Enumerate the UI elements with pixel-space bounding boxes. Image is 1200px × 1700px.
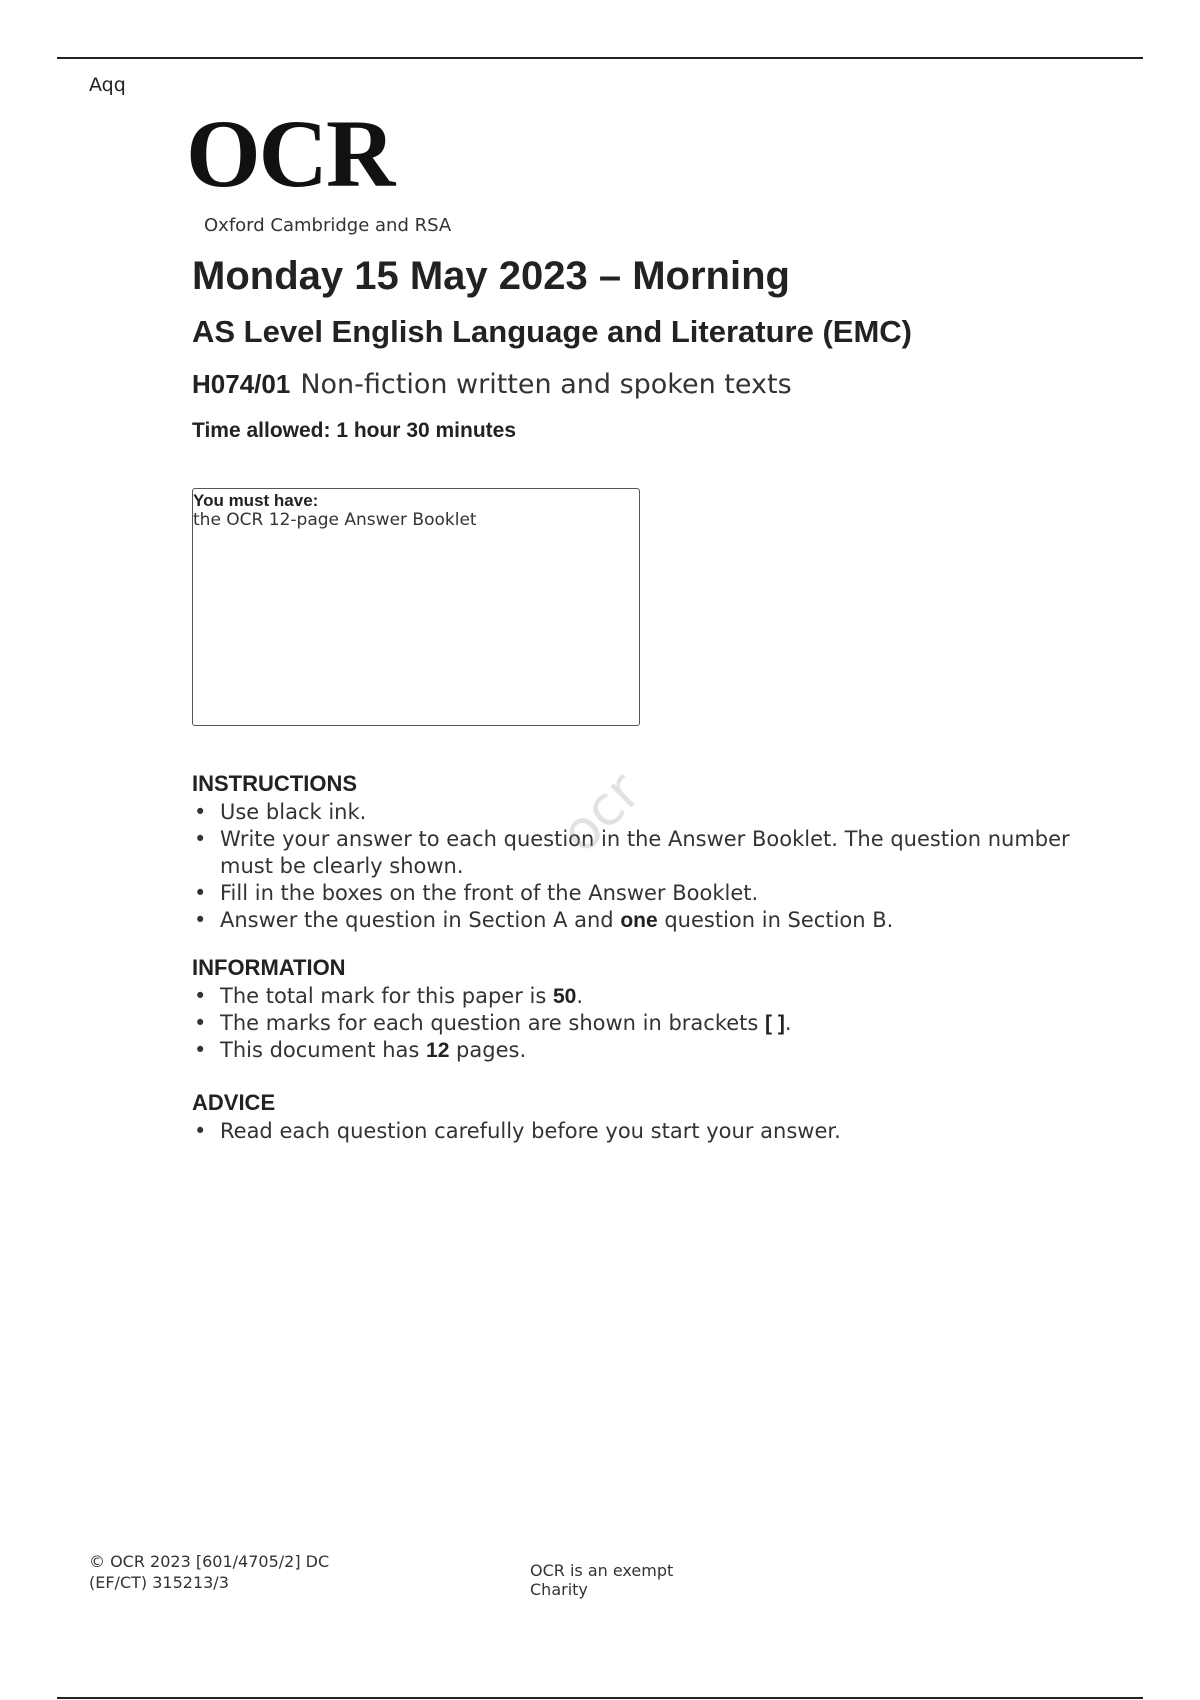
advice-section <box>192 1090 1072 1145</box>
information-text: This document has <box>220 1038 427 1062</box>
bullet-icon: • <box>194 881 207 905</box>
emphasis-text: [ ] <box>765 1012 785 1035</box>
must-have-item: the OCR 12-page Answer Booklet <box>193 510 477 530</box>
instruction-text: Answer the question in Section A and <box>220 908 621 932</box>
bullet-icon: • <box>194 1038 207 1062</box>
exam-subject: AS Level English Language and Literature (EMC) <box>192 314 912 349</box>
list-item <box>192 983 1072 1010</box>
footer-copyright <box>89 1551 329 1593</box>
ocr-logo: OCR <box>186 100 394 207</box>
advice-list <box>192 1118 1072 1145</box>
exam-date-session: Monday 15 May 2023 – Morning <box>192 254 790 298</box>
bullet-icon: • <box>194 1011 207 1035</box>
list-item <box>192 1037 1072 1064</box>
instructions-list <box>192 799 1072 934</box>
instructions-heading: INSTRUCTIONS <box>192 771 357 796</box>
bullet-icon: • <box>194 984 207 1008</box>
list-item <box>192 1010 1072 1037</box>
list-item <box>192 907 1072 934</box>
bullet-icon: • <box>194 1119 207 1143</box>
logo-tagline: Oxford Cambridge and RSA <box>204 215 452 236</box>
watermark: ocr <box>548 759 653 865</box>
instruction-text: Write your answer to each question in the Answer Booklet. The question number must be clearly shown. <box>220 827 1070 878</box>
emphasis-text: 50 <box>552 985 577 1008</box>
instruction-text: question in Section B. <box>657 908 894 932</box>
information-heading: INFORMATION <box>192 955 346 980</box>
paper-code: H074/01 <box>192 369 291 399</box>
must-have-box <box>192 488 640 726</box>
paper-line <box>192 369 792 400</box>
advice-text: Read each question carefully before you start your answer. <box>220 1119 841 1143</box>
copyright-line: © OCR 2023 [601/4705/2] DC <box>89 1552 330 1571</box>
advice-heading: ADVICE <box>192 1090 276 1115</box>
list-item <box>192 1118 1072 1145</box>
reference-line: (EF/CT) 315213/3 <box>89 1573 229 1592</box>
instruction-text: Use black ink. <box>220 800 367 824</box>
bullet-icon: • <box>194 800 207 824</box>
bullet-icon: • <box>194 908 207 932</box>
bottom-rule <box>57 1697 1143 1699</box>
information-section <box>192 955 1072 1064</box>
charity-line: OCR is an exempt <box>530 1561 674 1580</box>
information-text: The total mark for this paper is <box>220 984 553 1008</box>
information-text: . <box>576 984 584 1008</box>
paper-title: Non-fiction written and spoken texts <box>300 369 792 400</box>
information-list <box>192 983 1072 1064</box>
bullet-icon: • <box>194 827 207 851</box>
instructions-section <box>192 771 1072 934</box>
list-item <box>192 880 1072 907</box>
information-text: . <box>784 1011 792 1035</box>
list-item <box>192 826 1072 880</box>
footer-charity <box>530 1561 673 1599</box>
corner-tag: Aqq <box>89 74 126 96</box>
must-have-heading: You must have: <box>193 491 319 510</box>
charity-line: Charity <box>530 1580 588 1599</box>
emphasis-text: 12 <box>426 1039 450 1062</box>
instruction-text: Fill in the boxes on the front of the Answer Booklet. <box>220 881 759 905</box>
time-allowed: Time allowed: 1 hour 30 minutes <box>192 419 517 442</box>
information-text: The marks for each question are shown in brackets <box>220 1011 766 1035</box>
top-rule <box>57 57 1143 59</box>
information-text: pages. <box>449 1038 527 1062</box>
emphasis-text: one <box>620 909 658 932</box>
list-item <box>192 799 1072 826</box>
